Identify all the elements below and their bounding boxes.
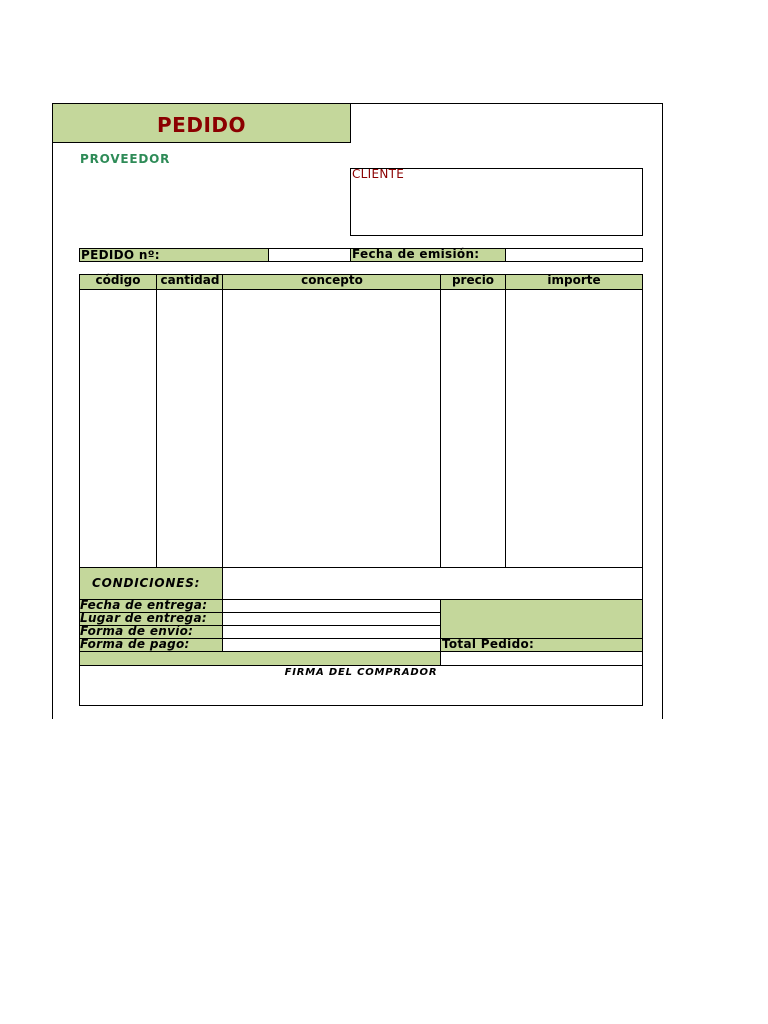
column-divider <box>222 274 223 568</box>
lugar-entrega-field[interactable] <box>222 612 441 626</box>
column-divider <box>440 274 441 568</box>
condiciones-label-cell <box>79 567 223 600</box>
column-divider <box>156 274 157 568</box>
condiciones-label: CONDICIONES: <box>92 576 201 590</box>
firma-label: FIRMA DEL COMPRADOR <box>284 667 438 678</box>
fecha-entrega-label: Fecha de entrega: <box>80 598 208 612</box>
column-header-cantidad: cantidad <box>160 273 220 287</box>
title-box <box>52 103 351 143</box>
fecha-emision-label: Fecha de emisión: <box>352 247 480 261</box>
frame-right <box>662 103 663 719</box>
firma-box[interactable] <box>79 665 643 706</box>
fecha-emision-field[interactable] <box>505 248 643 262</box>
forma-pago-label: Forma de pago: <box>80 637 190 651</box>
fecha-entrega-field[interactable] <box>222 599 441 613</box>
forma-pago-field[interactable] <box>222 638 441 652</box>
fecha-emision-label-cell <box>350 248 506 262</box>
frame-left <box>52 103 53 719</box>
items-table-body[interactable] <box>79 289 643 568</box>
page-title: PEDIDO <box>157 113 246 137</box>
forma-envio-label: Forma de envío: <box>80 624 194 638</box>
forma-pago-label-cell <box>79 638 223 652</box>
footer-strip <box>79 651 441 666</box>
pedido-no-label: PEDIDO nº: <box>81 248 160 262</box>
column-divider <box>505 274 506 568</box>
column-header-importe: importe <box>547 273 601 287</box>
column-header-concepto: concepto <box>301 273 363 287</box>
forma-envio-field[interactable] <box>222 625 441 639</box>
pedido-no-label-cell <box>79 248 269 262</box>
pedido-no-field[interactable] <box>268 248 351 262</box>
total-area <box>440 599 643 639</box>
condiciones-field[interactable] <box>222 567 643 600</box>
lugar-entrega-label: Lugar de entrega: <box>80 611 207 625</box>
total-pedido-label-cell <box>440 638 643 652</box>
column-header-codigo: código <box>95 273 141 287</box>
cliente-label: CLIENTE <box>352 167 405 181</box>
cliente-box[interactable] <box>350 168 643 236</box>
proveedor-label: PROVEEDOR <box>80 152 171 166</box>
column-header-precio: precio <box>451 273 495 287</box>
total-pedido-label: Total Pedido: <box>442 637 535 651</box>
total-pedido-field[interactable] <box>440 651 643 666</box>
